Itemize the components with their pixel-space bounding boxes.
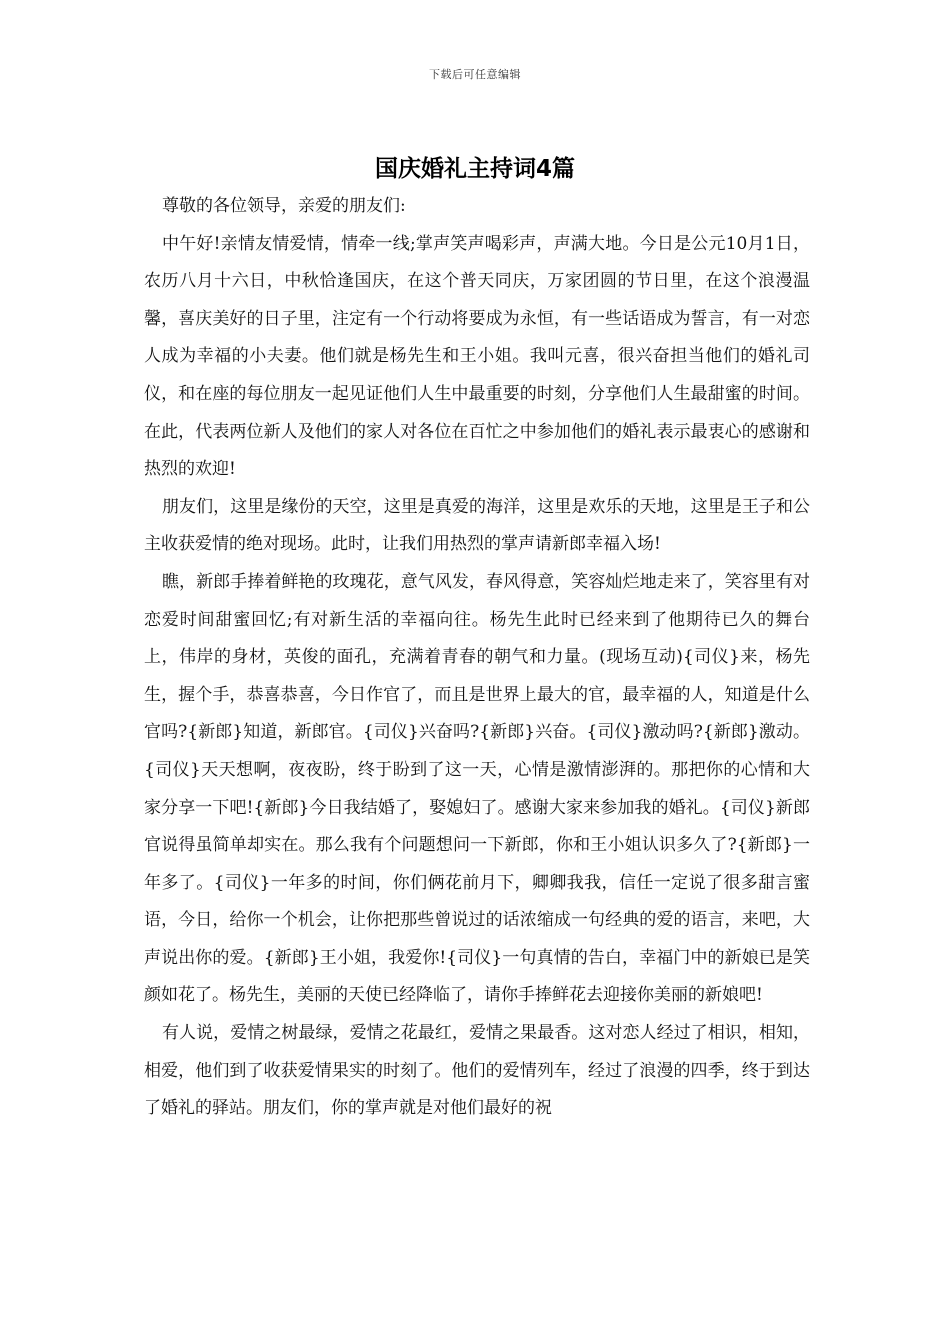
paragraph-greeting: 尊敬的各位领导，亲爱的朋友们: [162,196,406,216]
paragraph-groom-interaction: 瞧，新郎手捧着鲜艳的玫瑰花，意气风发，春风得意，笑容灿烂地走来了，笑容里有对恋爱时间甜蜜回忆;有对新生活的幸福向往。杨先生此时已经来到了他期待已久的舞台上，伟岸的身材，英俊的面孔，充满着青春的朝气和力量。(现场互动){司仪}来，杨先生，握个手，恭喜恭喜，今日作官了，而且是世界上最大的官，最幸福的人，知道是什么官吗?{新郎}知道，新郎官。{司仪}兴奋吗?{新郎}兴奋。{司仪}激动吗?{新郎}激动。{司仪}天天想啊，夜夜盼，终于盼到了这一天，心情是激情澎湃的。那把你的心情和大家分享一下吧!{新郎}今日我结婚了，娶媳妇了。感谢大家来参加我的婚礼。{司仪}新郎官说得虽简单却实在。那么我有个问题想问一下新郎，你和王小姐认识多久了?{新郎}一年多了。{司仪}一年多的时间，你们俩花前月下，卿卿我我，信任一定说了很多甜言蜜语，今日，给你一个机会，让你把那些曾说过的话浓缩成一句经典的爱的语言，来吧，大声说出你的爱。{新郎}王小姐，我爱你!{司仪}一句真情的告白，幸福门中的新娘已是笑颜如花了。杨先生，美丽的天使已经降临了，请你手捧鲜花去迎接你美丽的新娘吧! [144,571,810,1006]
paragraph-love-journey: 有人说，爱情之树最绿，爱情之花最红，爱情之果最香。这对恋人经过了相识，相知，相爱，他们到了收获爱情果实的时刻了。他们的爱情列车，经过了浪漫的四季，终于到达了婚礼的驿站。朋友们，你的掌声就是对他们最好的祝 [144,1023,810,1119]
document-title: 国庆婚礼主持词4篇 [374,156,575,182]
header-note: 下载后可任意编辑 [429,68,521,81]
document-body [144,188,810,1128]
paragraph-groom-entrance: 朋友们，这里是缘份的天空，这里是真爱的海洋，这里是欢乐的天地，这里是王子和公主收获爱情的绝对现场。此时，让我们用热烈的掌声请新郎幸福入场! [144,496,810,555]
paragraph-opening: 中午好!亲情友情爱情，情牵一线;掌声笑声喝彩声，声满大地。今日是公元10月1日，农历八月十六日，中秋恰逢国庆，在这个普天同庆，万家团圆的节日里，在这个浪漫温馨，喜庆美好的日子里，注定有一个行动将要成为永恒，有一些话语成为誓言，有一对恋人成为幸福的小夫妻。他们就是杨先生和王小姐。我叫元喜，很兴奋担当他们的婚礼司仪，和在座的每位朋友一起见证他们人生中最重要的时刻，分享他们人生最甜蜜的时间。在此，代表两位新人及他们的家人对各位在百忙之中参加他们的婚礼表示最衷心的感谢和热烈的欢迎! [144,233,810,480]
